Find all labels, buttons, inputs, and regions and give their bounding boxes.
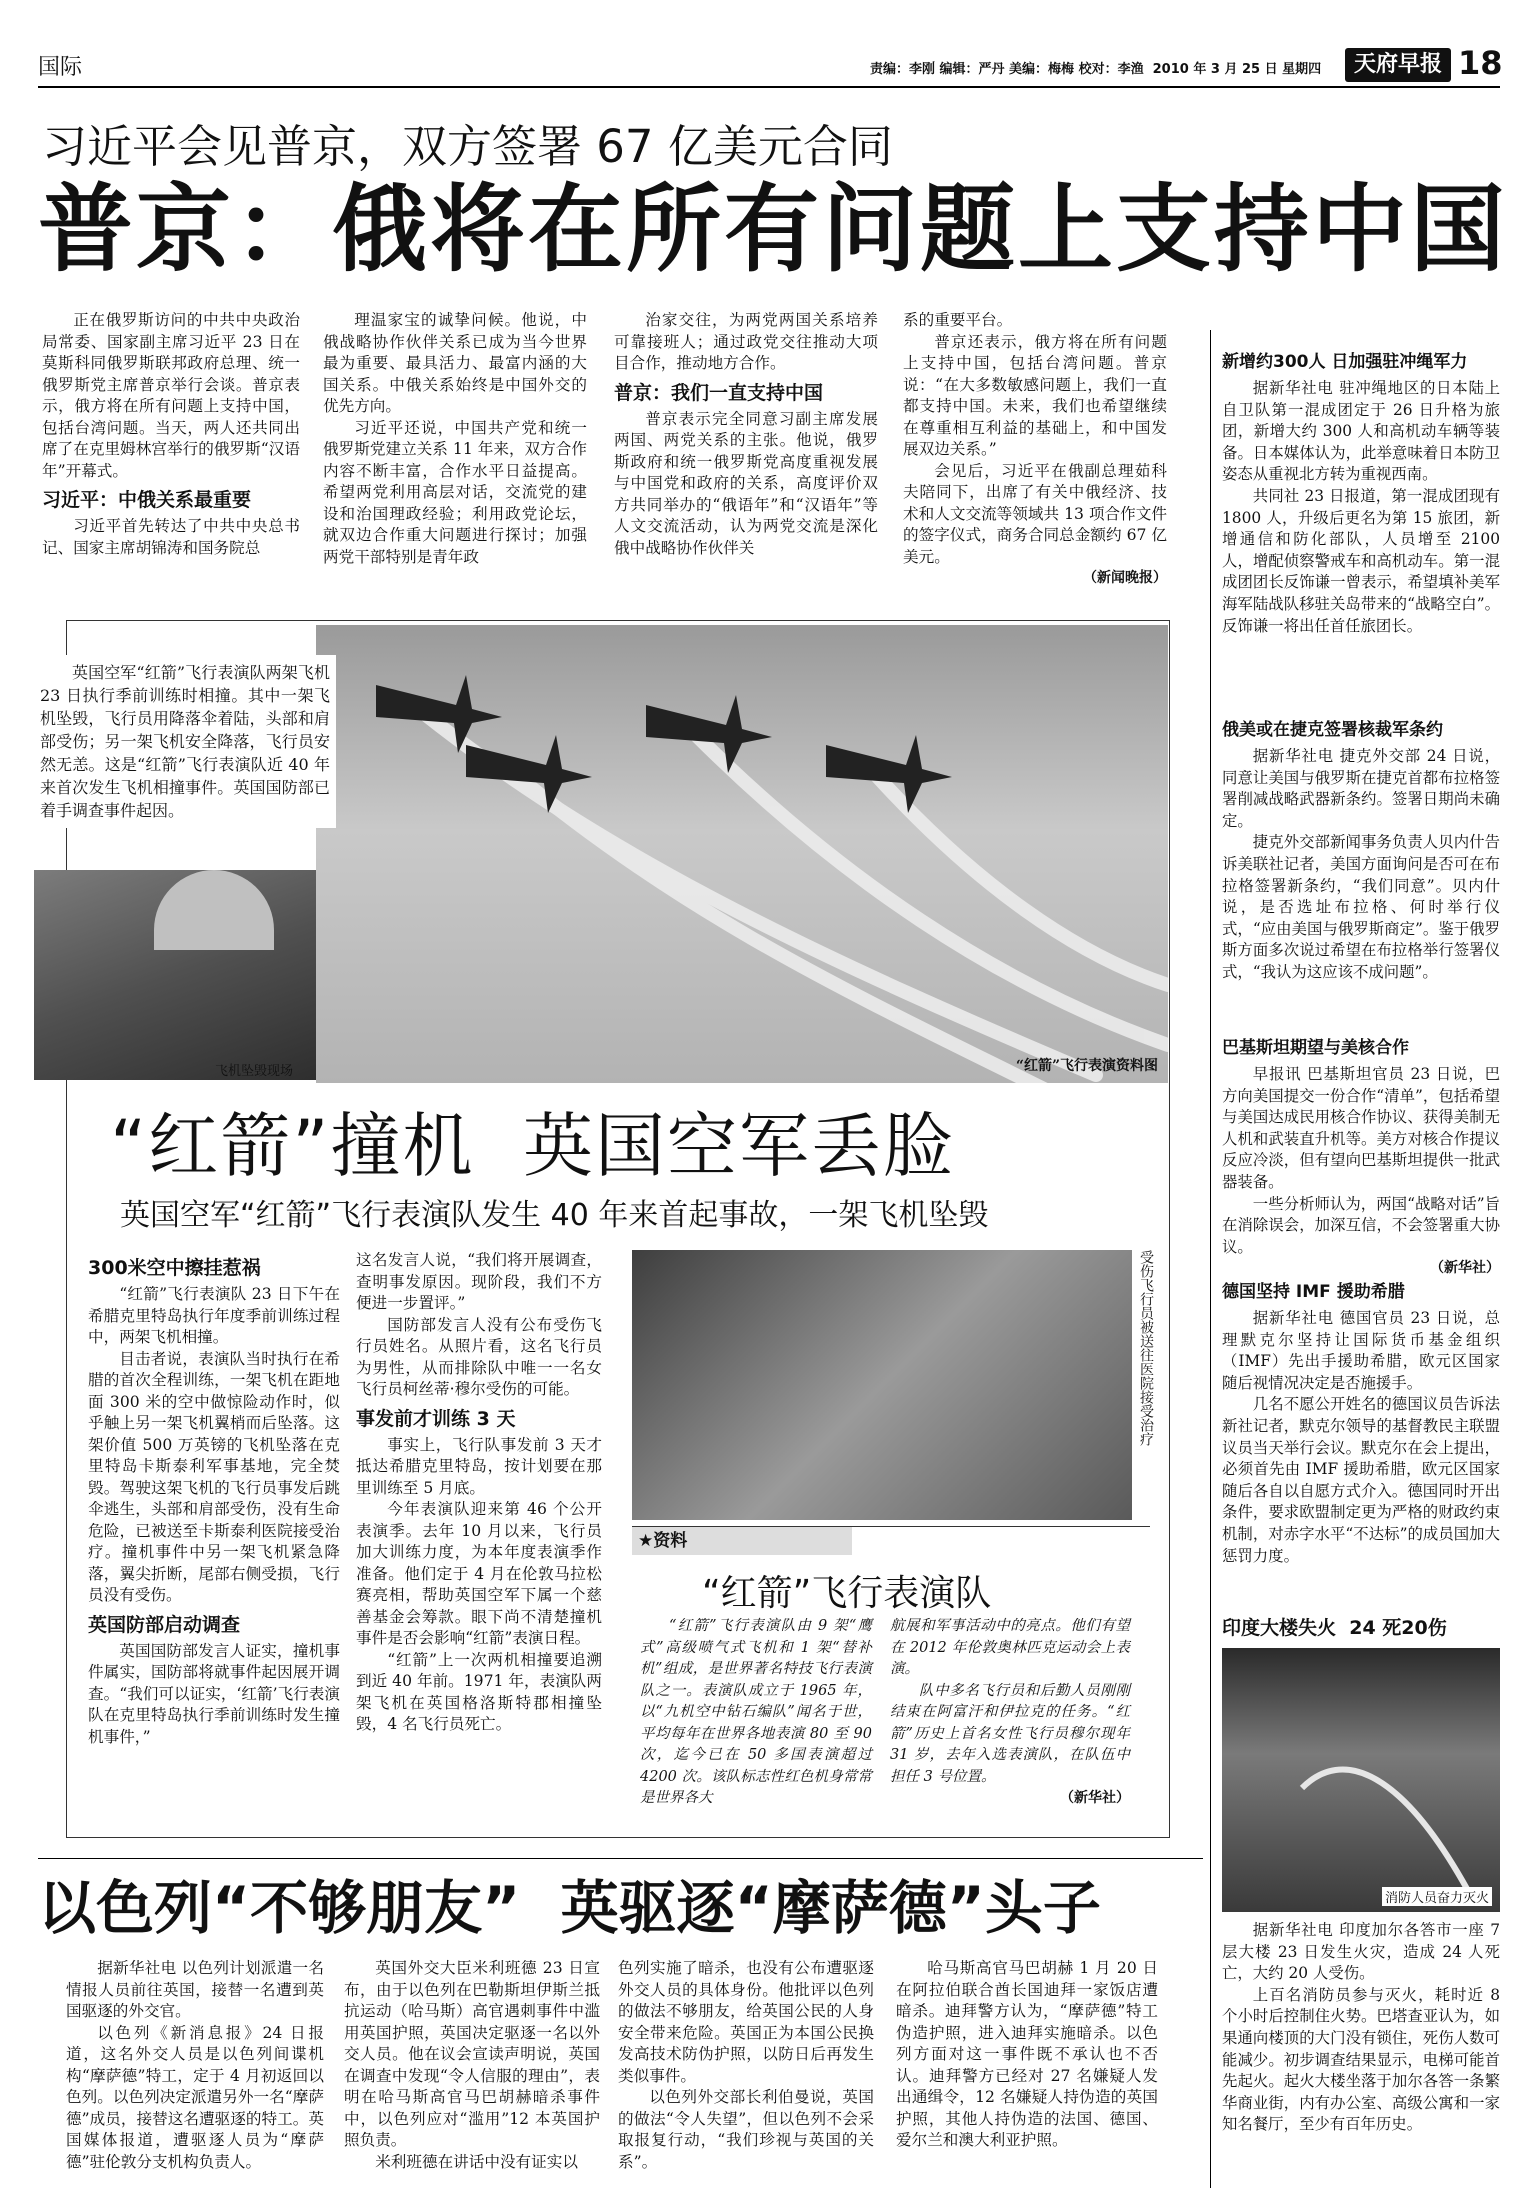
issue-date: 2010 年 3 月 25 日 星期四 [1152, 62, 1322, 77]
brief-okinawa [1222, 350, 1500, 637]
israel-col-2 [344, 1958, 600, 2173]
lead-subhead-1: 习近平：中俄关系最重要 [42, 489, 252, 511]
paper-logo: 天府早报 [1345, 48, 1451, 82]
lead-paragraph: 理温家宝的诚挚问候。他说，中俄战略协作伙伴关系已成为当今世界最为重要、最具活力、最富内涵的大国关系。中俄关系始终是中国外交的优先方向。 [323, 311, 587, 415]
brief-title: 俄美或在捷克签署核裁军条约 [1222, 720, 1443, 740]
red-arrows-subhead-2: 英国防部启动调查 [88, 1613, 241, 1636]
story-paragraph: 事实上，飞行队事发前 3 天才抵达希腊克里特岛，按计划要在那里训练至 5 月底。 [356, 1435, 602, 1497]
lead-col-4 [903, 310, 1167, 590]
jet-icon [466, 735, 592, 813]
israel-paragraph: 色列实施了暗杀，也没有公布遭驱逐外交人员的具体身份。他批评以色列的做法不够朋友，给英国公民的人身安全带来危险。英国正为本国公民换发高技术防伪护照，以防日后再发生类似事件。 [618, 1959, 874, 2085]
story-paragraph: 目击者说，表演队当时执行在希腊的首次全程训练，一架飞机在距地面 300 米的空中做惊险动作时，似乎触上另一架飞机翼梢而后坠落。这架价值 500 万英镑的飞机坠落在克里特岛卡斯泰利军事基地，完全焚毁。驾驶这架飞机的飞行员事发后跳伞逃生，头部和肩部受伤，没有生命危险，已被送至卡斯泰利医院接受治疗。撞机事件中另一架飞机紧急降落，翼尖折断，尾部右侧受损，飞行员没有受伤。 [88, 1349, 340, 1604]
red-arrows-headline: “红箭”撞机 英国空军丢脸 [110, 1105, 956, 1187]
lead-source: （新闻晚报） [1083, 570, 1167, 586]
formation-photo [316, 625, 1168, 1083]
info-label: ★资料 [632, 1527, 852, 1555]
story-paragraph: 今年表演队迎来第 46 个公开表演季。去年 10 月以来，飞行员加大训练力度，为本年度表演季作准备。他们定于 4 月在伦敦马拉松赛亮相，帮助英国空军下属一个慈善基金会筹款。眼下尚不清楚撞机事件是否会影响“红箭”表演日程。 [356, 1500, 602, 1647]
info-col-1 [640, 1616, 872, 1810]
header-rule [38, 86, 1500, 88]
red-arrows-subhead-1: 300米空中擦挂惹祸 [88, 1257, 261, 1279]
lead-col-1 [42, 310, 300, 559]
info-paragraph: 航展和军事活动中的亮点。他们有望在 2012 年伦敦奥林匹克运动会上表演。 [890, 1618, 1130, 1677]
brief-czech-treaty [1222, 718, 1500, 984]
injured-pilot-photo [632, 1250, 1132, 1520]
brief-title: 德国坚持 IMF 援助希腊 [1222, 1282, 1405, 1302]
israel-paragraph: 以色列外交部长利伯曼说，英国的做法“令人失望”，但以色列不会采取报复行动，“我们珍视与英国的关系”。 [618, 2088, 874, 2171]
lead-paragraph: 普京还表示，俄方将在所有问题上支持中国，包括台湾问题。普京说：“在大多数敏感问题上，我们一直都支持中国。未来，我们也希望继续在尊重相互利益的基础上，和中国发展双边关系。” [903, 332, 1167, 458]
brief-paragraph: 据新华社电 驻冲绳地区的日本陆上自卫队第一混成团定于 26 日升格为旅团，新增大约 300 人和高机动车辆等装备。日本媒体认为，此举意味着日本防卫姿态从重视北方转为重视西南。 [1222, 379, 1500, 484]
brief-paragraph: 共同社 23 日报道，第一混成团现有 1800 人，升级后更名为第 15 旅团，新增通信和防化部队，人员增至 2100 人，增配侦察警戒车和高机动车。第一混成团团长反饰谦一曾表示，希望填补美军海军陆战队移驻关岛带来的“战略空白”。反饰谦一将出任首任旅团长。 [1222, 486, 1500, 635]
editor-credits: 责编：李刚 编辑：严丹 美编：梅梅 校对：李渔 [870, 62, 1144, 77]
lead-headline: 普京：俄将在所有问题上支持中国 [38, 175, 1509, 285]
brief-paragraph: 据新华社电 德国官员 23 日说，总理默克尔坚持让国际货币基金组织（IMF）先出手援助希腊，欧元区国家随后视情况决定是否施援手。 [1222, 1309, 1500, 1392]
lead-col-3 [614, 310, 878, 559]
crash-site-caption: 飞机坠毁现场 [215, 1064, 294, 1079]
red-arrows-subhead: 英国空军“红箭”飞行表演队发生 40 年来首起事故，一架飞机坠毁 [120, 1198, 989, 1233]
brief-germany-imf [1222, 1280, 1500, 1567]
sidebar-divider [1210, 330, 1211, 2188]
lead-kicker: 习近平会见普京，双方签署 67 亿美元合同 [42, 120, 893, 173]
injured-pilot-caption: 受伤飞行员被送往医院接受治疗 [1138, 1250, 1154, 1446]
info-source: （新华社） [1060, 1790, 1130, 1806]
red-arrows-subhead-3: 事发前才训练 3 天 [356, 1407, 516, 1430]
brief-title: 新增约300人 日加强驻冲绳军力 [1222, 352, 1468, 372]
brief-paragraph: 据新华社电 捷克外交部 24 日说，同意让美国与俄罗斯在捷克首都布拉格签署削减战略武器新条约。签署日期尚未确定。 [1222, 747, 1500, 830]
brief-source: （新华社） [1430, 1260, 1500, 1277]
crash-photo-caption [34, 655, 336, 828]
israel-col-4 [896, 1958, 1158, 2152]
israel-headline: 以色列“不够朋友” 英驱逐“摩萨德”头子 [38, 1874, 1101, 1942]
story-paragraph: “红箭”上一次两机相撞要追溯到近 40 年前。1971 年，表演队两架飞机在英国格洛斯特郡相撞坠毁，4 名飞行员死亡。 [356, 1650, 602, 1733]
israel-paragraph: 米利班德在讲话中没有证实以 [375, 2152, 578, 2171]
israel-paragraph: 英国外交大臣米利班德 23 日宣布，由于以色列在巴勒斯坦伊斯兰抵抗运动（哈马斯）高官遇刺事件中滥用英国护照，英国决定驱逐一名以外交人员。他在议会宣读声明说，英国在调查中发现“令人信服的理由”，表明在哈马斯高官马巴胡赫暗杀事件中，以色列应对“滥用”12 本英国护照负责。 [344, 1959, 600, 2149]
lead-paragraph: 治家交往，为两党两国关系培养可靠接班人；通过政党交往推动大项目合作，推动地方合作。 [614, 311, 878, 372]
brief-paragraph: 据新华社电 印度加尔各答市一座 7 层大楼 23 日发生火灾，造成 24 人死亡，大约 20 人受伤。 [1222, 1921, 1500, 1983]
story-paragraph: 国防部发言人没有公布受伤飞行员姓名。从照片看，这名飞行员为男性，从而排除队中唯一一名女飞行员柯丝蒂·穆尔受伤的可能。 [356, 1315, 602, 1398]
brief-india-title: 印度大楼失火 24 死20伤 [1222, 1617, 1447, 1639]
brief-title: 巴基斯坦期望与美核合作 [1222, 1038, 1409, 1058]
fire-hose-icon [1222, 1648, 1500, 1912]
story-paragraph: 英国国防部发言人证实，撞机事件属实，国防部将就事件起因展开调查。“我们可以证实，‘红箭’飞行表演队在克里特岛执行季前训练时发生撞机事件，” [88, 1641, 340, 1746]
fire-photo [1222, 1648, 1500, 1912]
brief-paragraph: 上百名消防员参与灭火，耗时近 8 个小时后控制住火势。巴塔查亚认为，如果通向楼顶的大门没有锁住，死伤人数可能减少。初步调查结果显示，电梯可能首先起火。起火大楼坐落于加尔各答一条繁华商业街，内有办公室、高级公寓和一家知名餐厅，至少有百年历史。 [1222, 1985, 1500, 2134]
lead-col-2 [323, 310, 587, 568]
israel-col-3 [618, 1958, 874, 2173]
info-col-2 [890, 1616, 1130, 1810]
lead-paragraph: 会见后，习近平在俄副总理茹科夫陪同下，出席了有关中俄经济、技术和人文交流等领域共 13 项合作文件的签字仪式，商务合同总金额约 67 亿美元。 [903, 461, 1167, 566]
jet-icon [826, 735, 952, 813]
brief-paragraph: 早报讯 巴基斯坦官员 23 日说，巴方向美国提交一份合作“清单”，包括希望与美国达成民用核合作协议、获得美制无人机和武装直升机等。美方对核合作提议反应冷淡，但有望向巴基斯坦提供一批武器装备。 [1222, 1065, 1500, 1191]
header-credits [870, 58, 1321, 77]
lead-paragraph: 系的重要平台。 [903, 311, 1013, 329]
israel-col-1 [66, 1958, 324, 2173]
info-paragraph: “红箭”飞行表演队由 9 架“鹰式”高级喷气式飞机和 1 架“替补机”组成，是世界著名特技飞行表演队之一。表演队成立于 1965 年，以“九机空中钻石编队”闻名于世，平均每年在世界各地表演 80 至 90 次，迄今已在 50 多国表演超过 4200 次。该队标志性红色机身常常是世界各大 [640, 1618, 872, 1806]
story-paragraph: 这名发言人说，“我们将开展调查，查明事发原因。现阶段，我们不方便进一步置评。” [356, 1251, 602, 1312]
crash-site-photo [34, 870, 316, 1080]
israel-paragraph: 哈马斯高官马巴胡赫 1 月 20 日在阿拉伯联合酋长国迪拜一家饭店遭暗杀。迪拜警方认为，“摩萨德”特工伪造护照，进入迪拜实施暗杀。以色列方面对这一事件既不承认也不否认。迪拜警方已经对 27 名嫌疑人发出通缉令，12 名嫌疑人持伪造的英国护照，其他人持伪造的法国、德国、爱尔兰和澳大利亚护照。 [896, 1959, 1158, 2149]
lead-subhead-2: 普京：我们一直支持中国 [614, 381, 824, 404]
brief-india-fire [1222, 1920, 1500, 2136]
page-number: 18 [1458, 44, 1503, 82]
lead-paragraph: 习近平还说，中国共产党和统一俄罗斯党建立关系 11 年来，双方合作内容不断丰富，合作水平日益提高。希望两党利用高层对话，交流党的建设和治国理政经验；利用政党论坛，就双边合作重大问题进行探讨；加强两党干部特别是青年政 [323, 418, 587, 566]
israel-paragraph: 以色列《新消息报》24 日报道，这名外交人员是以色列间谍机构“摩萨德”特工，定于 4 月初返回以色列。以色列决定派遣另外一名“摩萨德”成员，接替这名遭驱逐的特工。英国媒体报道，遭驱逐人员为“摩萨德”驻伦敦分支机构负责人。 [66, 2023, 324, 2171]
brief-paragraph: 一些分析师认为，两国“战略对话”旨在消除误会，加深互信，不会签署重大协议。 [1222, 1194, 1500, 1256]
formation-caption: “红箭”飞行表演资料图 [1015, 1058, 1158, 1074]
story-paragraph: “红箭”飞行表演队 23 日下午在希腊克里特岛执行年度季前训练过程中，两架飞机相撞。 [88, 1285, 340, 1346]
israel-paragraph: 据新华社电 以色列计划派遣一名情报人员前往英国，接替一名遭到英国驱逐的外交官。 [66, 1959, 324, 2020]
jet-icon [376, 675, 502, 753]
lead-paragraph: 普京表示完全同意习副主席发展两国、两党关系的主张。他说，俄罗斯政府和统一俄罗斯党高度重视发展与中国党和政府的关系，高度评价双方共同举办的“俄语年”和“汉语年”等人文交流活动，认为两党交流是深化俄中战略协作伙伴关 [614, 409, 878, 557]
info-title: “红箭”飞行表演队 [702, 1573, 992, 1614]
info-paragraph: 队中多名飞行员和后勤人员刚刚结束在阿富汗和伊拉克的任务。“红箭”历史上首名女性飞行员穆尔现年 31 岁，去年入选表演队，在队伍中担任 3 号位置。 [890, 1682, 1130, 1785]
lead-paragraph: 正在俄罗斯访问的中共中央政治局常委、国家副主席习近平 23 日在莫斯科同俄罗斯联邦政府总理、统一俄罗斯党主席普京举行会谈。普京表示，俄方将在所有问题上支持中国，包括台湾问题。当天，两人还共同出席了在克里姆林宫举行的俄罗斯“汉语年”开幕式。 [42, 311, 300, 480]
red-arrows-col-1 [88, 1250, 340, 1748]
caption-text: 英国空军“红箭”飞行表演队两架飞机 23 日执行季前训练时相撞。其中一架飞机坠毁，飞行员用降落伞着陆，头部和肩部受伤；另一架飞机安全降落，飞行员安然无恙。这是“红箭”飞行表演队近 40 年来首次发生飞机相撞事件。英国国防部已着手调查事件起因。 [40, 663, 330, 820]
jet-icon [646, 695, 772, 773]
brief-paragraph: 几名不愿公开姓名的德国议员告诉法新社记者，默克尔领导的基督教民主联盟议员当天举行会议。默克尔在会上提出，必须首先由 IMF 援助希腊，欧元区国家随后各自以自愿方式介入。德国同时开出条件，要求欧盟制定更为严格的财政约束机制，对赤字水平“不达标”的成员国加大惩罚力度。 [1222, 1395, 1500, 1565]
section-label: 国际 [38, 55, 83, 80]
brief-paragraph: 捷克外交部新闻事务负责人贝内什告诉美联社记者，美国方面询问是否可在布拉格签署新条约，“我们同意”。贝内什说，是否选址布拉格、何时举行仪式，“应由美国与俄罗斯商定”。鉴于俄罗斯方面多次说过希望在布拉格举行签署仪式，“我认为这应该不成问题”。 [1222, 833, 1500, 981]
red-arrows-col-2 [356, 1250, 602, 1736]
lead-paragraph: 习近平首先转达了中共中央总书记、国家主席胡锦涛和国务院总 [42, 517, 300, 557]
fire-photo-caption: 消防人员奋力灭火 [1382, 1887, 1492, 1906]
israel-top-rule [38, 1858, 1203, 1859]
jets-illustration [316, 625, 1168, 1083]
brief-pakistan [1222, 1036, 1500, 1280]
